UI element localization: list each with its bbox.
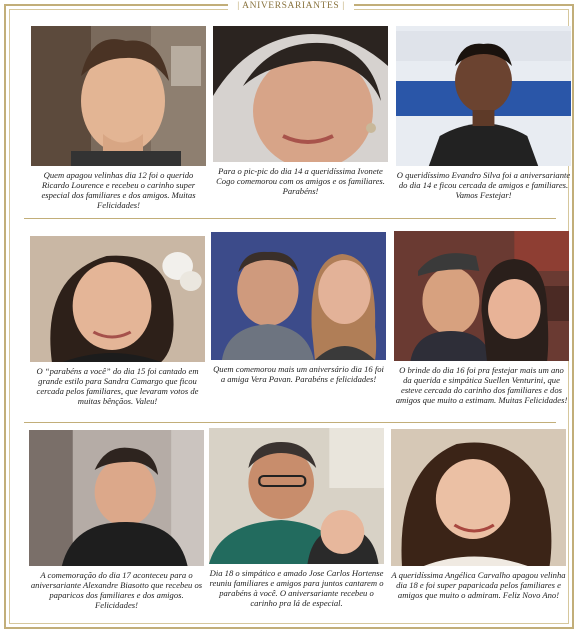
- birthday-caption: O “parabéns a você” do dia 15 foi cantado em grande estilo para Sandra Camargo que ficou cercada pelos familiares, que levaram votos de muitas bênçãos. Valeu!: [36, 366, 199, 406]
- birthday-photo: [394, 231, 569, 361]
- section-title-text: ANIVERSARIANTES: [242, 1, 340, 11]
- birthday-photo: [31, 26, 206, 166]
- section-title: | ANIVERSARIANTES |: [228, 0, 354, 13]
- birthday-photo: [391, 429, 566, 566]
- birthday-photo: [396, 26, 571, 166]
- birthday-photo: [213, 26, 388, 162]
- birthday-card-3: [396, 26, 571, 200]
- birthday-photo: [209, 428, 384, 564]
- birthday-caption: O brinde do dia 16 foi pra festejar mais um ano da querida e simpática Suellen Venturini, que esteve cercada do carinho dos familiares e dos amigos que muito a estimam. Muitas Felicidades!: [395, 365, 568, 405]
- birthday-card-2: [213, 26, 388, 196]
- birthday-card-9: [391, 429, 566, 600]
- birthday-card-5: [211, 232, 386, 384]
- birthday-photo: [211, 232, 386, 360]
- row-divider: [24, 422, 556, 423]
- birthday-photo: [29, 430, 204, 566]
- birthday-card-8: [209, 428, 384, 608]
- birthday-photo: [30, 236, 205, 362]
- birthday-card-4: [30, 236, 205, 406]
- birthday-card-6: [394, 231, 569, 405]
- birthday-caption: Dia 18 o simpático e amado Jose Carlos Hortense reuniu familiares e amigos para juntos cantarem o parabéns à você. O aniversariante recebeu o carinho pra lá de especial.: [209, 568, 384, 608]
- birthday-caption: Quem apagou velinhas dia 12 foi o querido Ricardo Lourence e recebeu o carinho super especial dos familiares e dos amigos. Muitas Felicidades!: [41, 170, 196, 210]
- birthday-caption: O queridíssimo Evandro Silva foi a aniversariante do dia 14 e ficou cercada de amigos e familiares. Vamos Festejar!: [396, 170, 571, 200]
- birthday-card-7: [29, 430, 204, 610]
- birthday-caption: A comemoração do dia 17 aconteceu para o aniversariante Alexandre Biasotto que recebeu os paparicos dos familiares e dos amigos. Felicidades!: [30, 570, 203, 610]
- birthday-caption: A queridíssima Angélica Carvalho apagou velinha dia 18 e foi super paparicada pelos familiares e amigos que muito o admiram. Feliz Novo Ano!: [391, 570, 566, 600]
- birthday-caption: Quem comemorou mais um aniversário dia 16 foi a amiga Vera Pavan. Parabéns e felicidades!: [213, 364, 384, 384]
- birthday-card-1: [31, 26, 206, 210]
- row-divider: [24, 218, 556, 219]
- birthday-caption: Para o pic-pic do dia 14 a queridíssima Ivonete Cogo comemorou com os amigos e os familiares. Parabéns!: [216, 166, 385, 196]
